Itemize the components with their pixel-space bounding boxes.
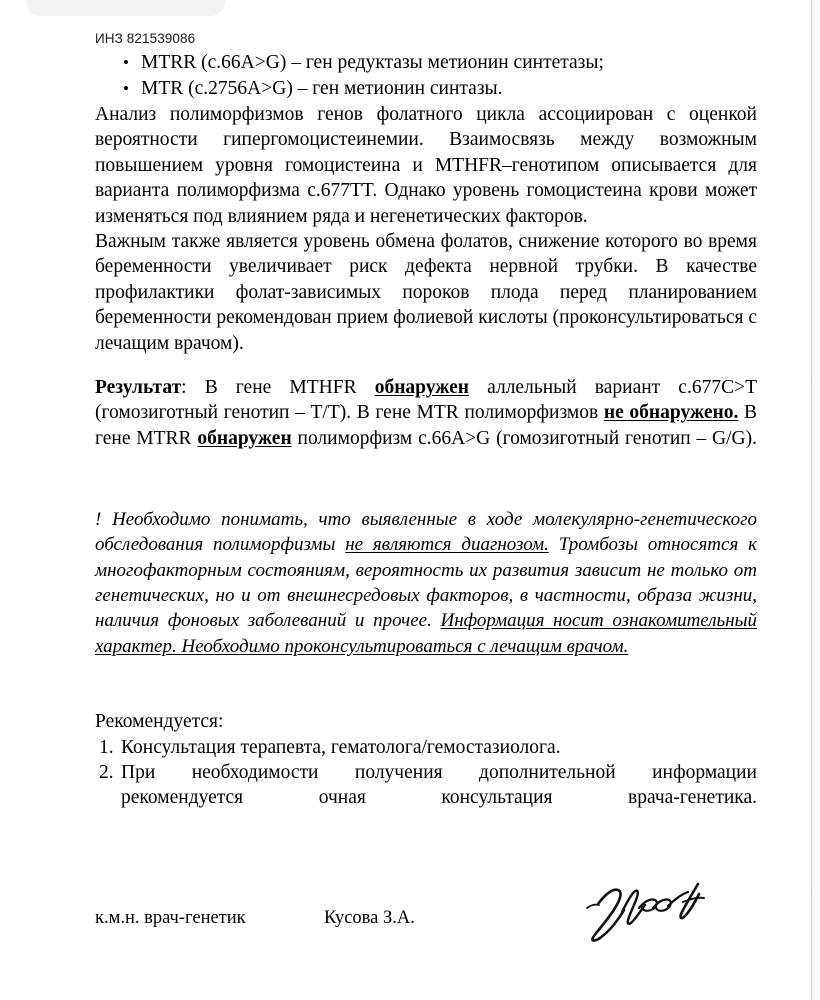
gene-bullet-list bbox=[95, 50, 757, 102]
spacer bbox=[95, 356, 757, 375]
result-segment-3: В гене MTRR bbox=[95, 402, 757, 449]
result-paragraph bbox=[95, 375, 757, 477]
recommendations-heading: Рекомендуется: bbox=[95, 711, 224, 733]
result-label: Результат bbox=[95, 377, 182, 399]
result-colon: : bbox=[181, 377, 205, 399]
document-body bbox=[95, 50, 757, 836]
top-overlay-chip bbox=[26, 0, 225, 16]
signatory-name: Кусова З.А. bbox=[324, 908, 415, 928]
result-found-mthfr: обнаружен bbox=[374, 377, 470, 399]
list-item-text: Консультация терапевта, гематолога/гемостазиолога. bbox=[121, 736, 561, 758]
gene-list-text: MTRR (c.66A>G) – ген редуктазы метионин синтетазы; bbox=[141, 52, 604, 73]
gene-list-text: MTR (c.2756A>G) – ген метионин синтазы. bbox=[141, 78, 503, 99]
result-not-found-mtr: не обнаружено. bbox=[603, 402, 739, 424]
disclaimer-underlined-2: Информация носит ознакомительный характер. Необходимо проконсультироваться с лечащим врачом. bbox=[95, 610, 757, 657]
page-edge-shade bbox=[812, 0, 820, 1000]
paragraph-folate-analysis: Анализ полиморфизмов генов фолатного цикла ассоциирован с оценкой вероятности гипергомоцистеинемии. Взаимосвязь между возможным повышением уровня гомоцистеина и MTHFR–генотипом описывается для варианта полиморфизма c.677TT. Однако уровень гомоцистеина крови может изменяться под влиянием ряда и негенетических факторов. bbox=[95, 104, 757, 227]
result-found-mtrr: обнаружен bbox=[197, 427, 292, 449]
spacer bbox=[95, 659, 757, 709]
disclaimer-underlined-1: не являются диагнозом. bbox=[345, 534, 549, 556]
handwritten-signature-icon bbox=[582, 878, 712, 944]
list-item-number: 1. bbox=[99, 736, 114, 758]
result-segment-2: аллельный вариант c.677C>T (гомозиготный генотип – T/T). В гене MTR полиморфизмов bbox=[95, 377, 757, 424]
document-id: ИНЗ 821539086 bbox=[95, 31, 196, 46]
list-item bbox=[95, 76, 757, 102]
result-segment-4: полиморфизм c.66A>G (гомозиготный генотип – G/G). bbox=[291, 427, 758, 449]
bullet-icon: • bbox=[123, 53, 129, 72]
disclaimer-segment-1: ! Необходимо понимать, что выявленные в ходе молекулярно-генетического обследования полиморфизмы bbox=[95, 508, 757, 556]
list-item bbox=[95, 50, 757, 76]
signature-block bbox=[95, 908, 757, 948]
disclaimer-segment-2: Тромбозы относятся к многофакторным состояниям, вероятность их развития зависит не только от генетических, но и от внешнесредовых факторов, в частности, образа жизни, наличия фоновых заболеваний и прочее. bbox=[95, 534, 758, 632]
bullet-icon: • bbox=[123, 79, 129, 98]
spacer bbox=[95, 477, 757, 507]
result-segment-1: В гене MTHFR bbox=[204, 377, 375, 399]
disclaimer-paragraph bbox=[95, 507, 757, 659]
list-item-text: При необходимости получения дополнительной информации рекомендуется очная консультация врача-генетика. bbox=[121, 761, 757, 809]
list-item bbox=[95, 760, 757, 836]
list-item-number: 2. bbox=[99, 761, 114, 783]
signatory-title: к.м.н. врач-генетик bbox=[95, 908, 246, 928]
paragraph-folate-exchange: Важным также является уровень обмена фолатов, снижение которого во время беременности увеличивает риск дефекта нервной трубки. В качестве профилактики фолат-зависимых пороков плода перед планированием беременности рекомендован прием фолиевой кислоты (проконсультироваться с лечащим врачом). bbox=[95, 231, 757, 354]
list-item bbox=[95, 735, 757, 760]
recommendations-list bbox=[95, 735, 757, 837]
